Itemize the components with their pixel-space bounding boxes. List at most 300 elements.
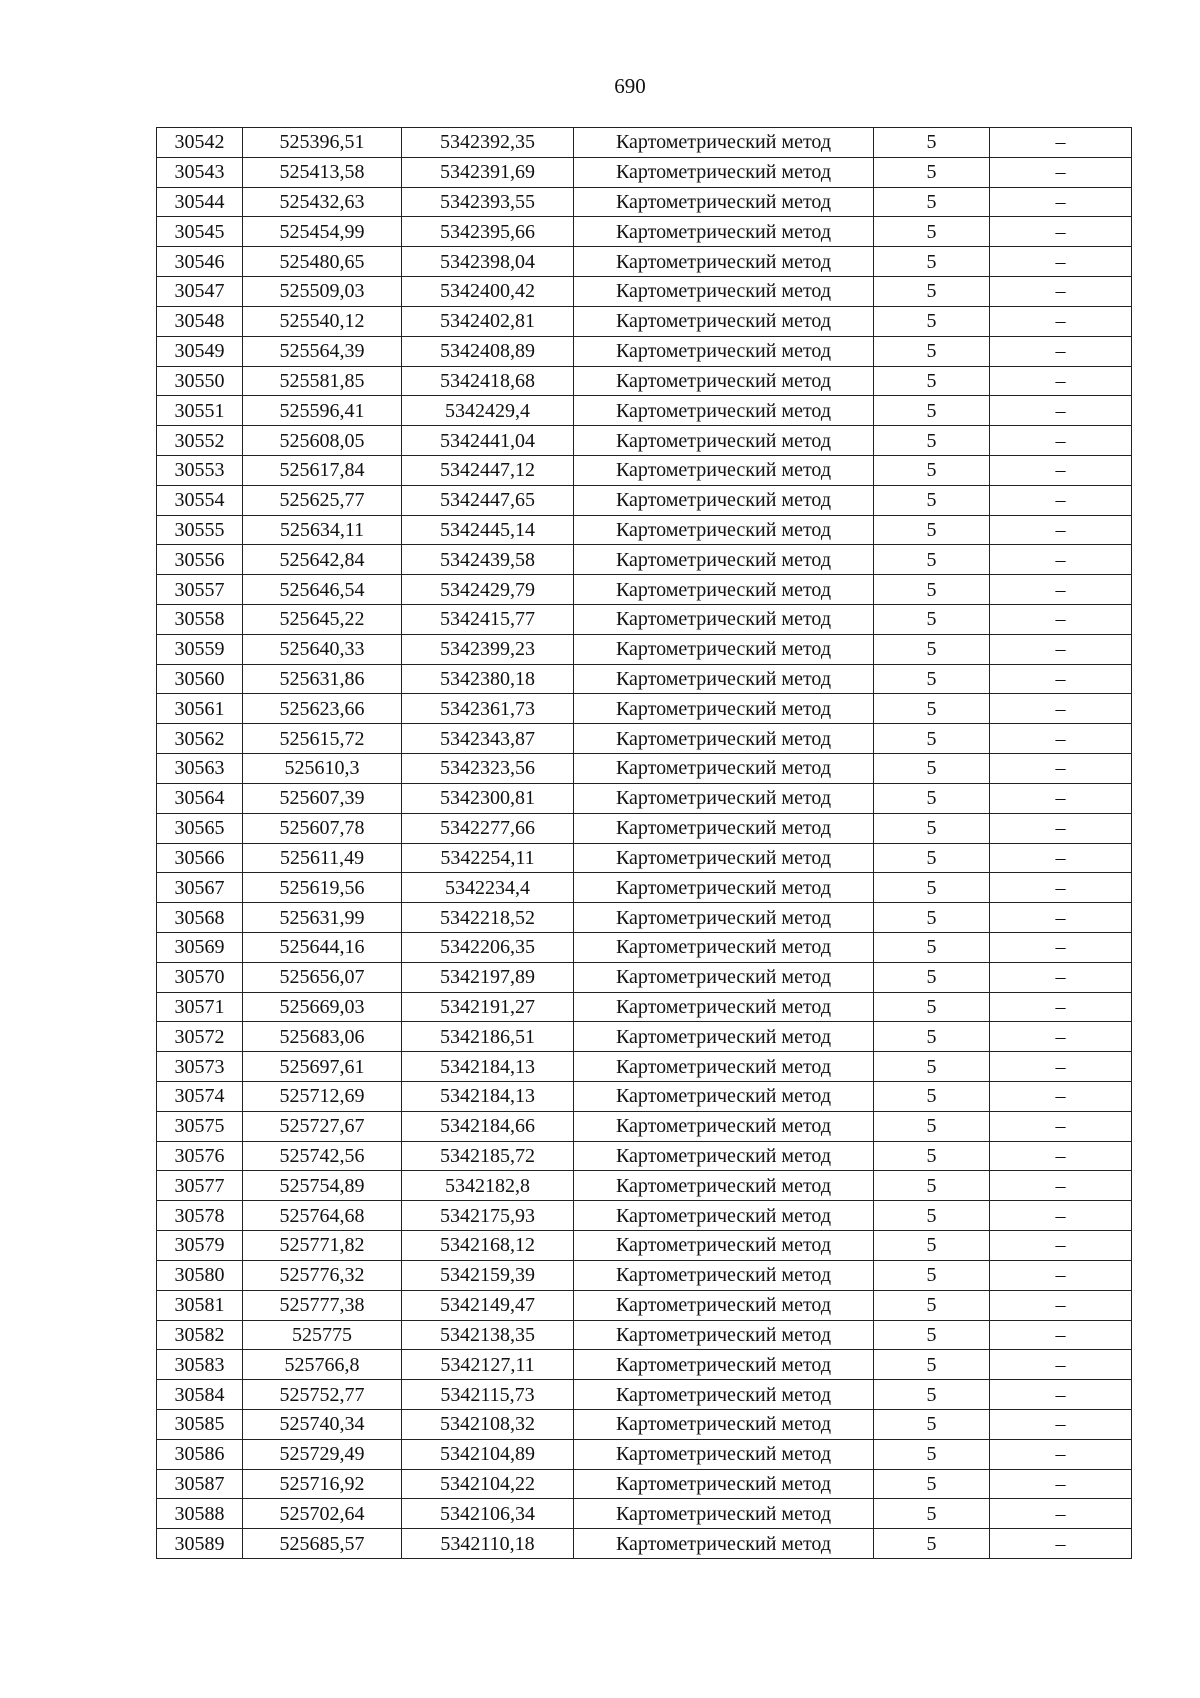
x-coordinate-cell: 525608,05 <box>243 426 402 456</box>
y-coordinate-cell: 5342447,65 <box>402 485 574 515</box>
table-row <box>157 1439 1132 1469</box>
method-cell: Картометрический метод <box>574 1499 874 1529</box>
note-cell: – <box>990 396 1132 426</box>
x-coordinate-cell: 525742,56 <box>243 1141 402 1171</box>
x-coordinate-cell: 525581,85 <box>243 366 402 396</box>
table-row <box>157 545 1132 575</box>
method-cell: Картометрический метод <box>574 664 874 694</box>
x-coordinate-cell: 525740,34 <box>243 1409 402 1439</box>
x-coordinate-cell: 525764,68 <box>243 1201 402 1231</box>
x-coordinate-cell: 525712,69 <box>243 1082 402 1112</box>
note-cell: – <box>990 1111 1132 1141</box>
y-coordinate-cell: 5342254,11 <box>402 843 574 873</box>
method-cell: Картометрический метод <box>574 694 874 724</box>
y-coordinate-cell: 5342418,68 <box>402 366 574 396</box>
table-row <box>157 217 1132 247</box>
method-cell: Картометрический метод <box>574 1469 874 1499</box>
point-number-cell: 30542 <box>157 128 243 158</box>
x-coordinate-cell: 525771,82 <box>243 1231 402 1261</box>
accuracy-cell: 5 <box>874 634 990 664</box>
note-cell: – <box>990 485 1132 515</box>
method-cell: Картометрический метод <box>574 783 874 813</box>
x-coordinate-cell: 525642,84 <box>243 545 402 575</box>
y-coordinate-cell: 5342175,93 <box>402 1201 574 1231</box>
coordinates-table <box>156 127 1132 1559</box>
accuracy-cell: 5 <box>874 426 990 456</box>
x-coordinate-cell: 525432,63 <box>243 187 402 217</box>
table-row <box>157 903 1132 933</box>
y-coordinate-cell: 5342206,35 <box>402 932 574 962</box>
accuracy-cell: 5 <box>874 1111 990 1141</box>
y-coordinate-cell: 5342138,35 <box>402 1320 574 1350</box>
table-row <box>157 187 1132 217</box>
note-cell: – <box>990 128 1132 158</box>
y-coordinate-cell: 5342149,47 <box>402 1290 574 1320</box>
table-row <box>157 306 1132 336</box>
y-coordinate-cell: 5342429,4 <box>402 396 574 426</box>
note-cell: – <box>990 545 1132 575</box>
accuracy-cell: 5 <box>874 187 990 217</box>
table-row <box>157 1111 1132 1141</box>
table-row <box>157 634 1132 664</box>
point-number-cell: 30557 <box>157 575 243 605</box>
method-cell: Картометрический метод <box>574 1231 874 1261</box>
x-coordinate-cell: 525669,03 <box>243 992 402 1022</box>
note-cell: – <box>990 932 1132 962</box>
method-cell: Картометрический метод <box>574 1350 874 1380</box>
accuracy-cell: 5 <box>874 1260 990 1290</box>
method-cell: Картометрический метод <box>574 157 874 187</box>
point-number-cell: 30571 <box>157 992 243 1022</box>
note-cell: – <box>990 1380 1132 1410</box>
y-coordinate-cell: 5342277,66 <box>402 813 574 843</box>
method-cell: Картометрический метод <box>574 1320 874 1350</box>
table-row <box>157 247 1132 277</box>
x-coordinate-cell: 525615,72 <box>243 724 402 754</box>
x-coordinate-cell: 525607,39 <box>243 783 402 813</box>
table-row <box>157 992 1132 1022</box>
y-coordinate-cell: 5342186,51 <box>402 1022 574 1052</box>
note-cell: – <box>990 455 1132 485</box>
note-cell: – <box>990 1320 1132 1350</box>
point-number-cell: 30577 <box>157 1171 243 1201</box>
table-row <box>157 1350 1132 1380</box>
y-coordinate-cell: 5342392,35 <box>402 128 574 158</box>
page-number: 690 <box>614 74 646 98</box>
table-row <box>157 1201 1132 1231</box>
y-coordinate-cell: 5342439,58 <box>402 545 574 575</box>
y-coordinate-cell: 5342234,4 <box>402 873 574 903</box>
method-cell: Картометрический метод <box>574 336 874 366</box>
table-row <box>157 813 1132 843</box>
method-cell: Картометрический метод <box>574 1201 874 1231</box>
method-cell: Картометрический метод <box>574 724 874 754</box>
point-number-cell: 30580 <box>157 1260 243 1290</box>
note-cell: – <box>990 187 1132 217</box>
method-cell: Картометрический метод <box>574 1409 874 1439</box>
accuracy-cell: 5 <box>874 1350 990 1380</box>
note-cell: – <box>990 1052 1132 1082</box>
point-number-cell: 30582 <box>157 1320 243 1350</box>
accuracy-cell: 5 <box>874 1469 990 1499</box>
point-number-cell: 30587 <box>157 1469 243 1499</box>
method-cell: Картометрический метод <box>574 485 874 515</box>
note-cell: – <box>990 783 1132 813</box>
note-cell: – <box>990 1499 1132 1529</box>
note-cell: – <box>990 754 1132 784</box>
point-number-cell: 30570 <box>157 962 243 992</box>
x-coordinate-cell: 525540,12 <box>243 306 402 336</box>
accuracy-cell: 5 <box>874 1439 990 1469</box>
note-cell: – <box>990 1409 1132 1439</box>
table-row <box>157 1052 1132 1082</box>
accuracy-cell: 5 <box>874 515 990 545</box>
method-cell: Картометрический метод <box>574 1380 874 1410</box>
y-coordinate-cell: 5342184,13 <box>402 1082 574 1112</box>
point-number-cell: 30559 <box>157 634 243 664</box>
x-coordinate-cell: 525645,22 <box>243 605 402 635</box>
y-coordinate-cell: 5342408,89 <box>402 336 574 366</box>
accuracy-cell: 5 <box>874 366 990 396</box>
accuracy-cell: 5 <box>874 813 990 843</box>
method-cell: Картометрический метод <box>574 1082 874 1112</box>
note-cell: – <box>990 217 1132 247</box>
point-number-cell: 30568 <box>157 903 243 933</box>
x-coordinate-cell: 525617,84 <box>243 455 402 485</box>
table-row <box>157 1141 1132 1171</box>
y-coordinate-cell: 5342104,89 <box>402 1439 574 1469</box>
x-coordinate-cell: 525607,78 <box>243 813 402 843</box>
accuracy-cell: 5 <box>874 1529 990 1559</box>
point-number-cell: 30555 <box>157 515 243 545</box>
note-cell: – <box>990 1439 1132 1469</box>
note-cell: – <box>990 157 1132 187</box>
x-coordinate-cell: 525766,8 <box>243 1350 402 1380</box>
point-number-cell: 30588 <box>157 1499 243 1529</box>
x-coordinate-cell: 525656,07 <box>243 962 402 992</box>
accuracy-cell: 5 <box>874 1499 990 1529</box>
point-number-cell: 30563 <box>157 754 243 784</box>
y-coordinate-cell: 5342429,79 <box>402 575 574 605</box>
y-coordinate-cell: 5342184,66 <box>402 1111 574 1141</box>
x-coordinate-cell: 525454,99 <box>243 217 402 247</box>
note-cell: – <box>990 1171 1132 1201</box>
table-row <box>157 873 1132 903</box>
y-coordinate-cell: 5342197,89 <box>402 962 574 992</box>
point-number-cell: 30550 <box>157 366 243 396</box>
y-coordinate-cell: 5342447,12 <box>402 455 574 485</box>
point-number-cell: 30581 <box>157 1290 243 1320</box>
y-coordinate-cell: 5342343,87 <box>402 724 574 754</box>
point-number-cell: 30585 <box>157 1409 243 1439</box>
x-coordinate-cell: 525631,99 <box>243 903 402 933</box>
method-cell: Картометрический метод <box>574 247 874 277</box>
point-number-cell: 30556 <box>157 545 243 575</box>
y-coordinate-cell: 5342398,04 <box>402 247 574 277</box>
x-coordinate-cell: 525777,38 <box>243 1290 402 1320</box>
accuracy-cell: 5 <box>874 783 990 813</box>
method-cell: Картометрический метод <box>574 1171 874 1201</box>
method-cell: Картометрический метод <box>574 1111 874 1141</box>
y-coordinate-cell: 5342415,77 <box>402 605 574 635</box>
accuracy-cell: 5 <box>874 306 990 336</box>
x-coordinate-cell: 525610,3 <box>243 754 402 784</box>
note-cell: – <box>990 1141 1132 1171</box>
y-coordinate-cell: 5342191,27 <box>402 992 574 1022</box>
accuracy-cell: 5 <box>874 1380 990 1410</box>
table-row <box>157 336 1132 366</box>
x-coordinate-cell: 525625,77 <box>243 485 402 515</box>
accuracy-cell: 5 <box>874 455 990 485</box>
method-cell: Картометрический метод <box>574 1141 874 1171</box>
point-number-cell: 30552 <box>157 426 243 456</box>
y-coordinate-cell: 5342218,52 <box>402 903 574 933</box>
y-coordinate-cell: 5342185,72 <box>402 1141 574 1171</box>
accuracy-cell: 5 <box>874 1320 990 1350</box>
point-number-cell: 30572 <box>157 1022 243 1052</box>
method-cell: Картометрический метод <box>574 426 874 456</box>
table-row <box>157 843 1132 873</box>
point-number-cell: 30560 <box>157 664 243 694</box>
table-row <box>157 754 1132 784</box>
note-cell: – <box>990 1260 1132 1290</box>
method-cell: Картометрический метод <box>574 128 874 158</box>
note-cell: – <box>990 426 1132 456</box>
y-coordinate-cell: 5342159,39 <box>402 1260 574 1290</box>
x-coordinate-cell: 525509,03 <box>243 277 402 307</box>
x-coordinate-cell: 525754,89 <box>243 1171 402 1201</box>
point-number-cell: 30576 <box>157 1141 243 1171</box>
note-cell: – <box>990 1469 1132 1499</box>
y-coordinate-cell: 5342445,14 <box>402 515 574 545</box>
accuracy-cell: 5 <box>874 1290 990 1320</box>
note-cell: – <box>990 1529 1132 1559</box>
table-row <box>157 1380 1132 1410</box>
method-cell: Картометрический метод <box>574 545 874 575</box>
note-cell: – <box>990 515 1132 545</box>
note-cell: – <box>990 843 1132 873</box>
y-coordinate-cell: 5342168,12 <box>402 1231 574 1261</box>
note-cell: – <box>990 634 1132 664</box>
note-cell: – <box>990 605 1132 635</box>
point-number-cell: 30549 <box>157 336 243 366</box>
x-coordinate-cell: 525596,41 <box>243 396 402 426</box>
table-row <box>157 515 1132 545</box>
method-cell: Картометрический метод <box>574 1022 874 1052</box>
point-number-cell: 30554 <box>157 485 243 515</box>
method-cell: Картометрический метод <box>574 992 874 1022</box>
point-number-cell: 30548 <box>157 306 243 336</box>
method-cell: Картометрический метод <box>574 217 874 247</box>
y-coordinate-cell: 5342104,22 <box>402 1469 574 1499</box>
accuracy-cell: 5 <box>874 157 990 187</box>
method-cell: Картометрический метод <box>574 366 874 396</box>
accuracy-cell: 5 <box>874 873 990 903</box>
note-cell: – <box>990 664 1132 694</box>
x-coordinate-cell: 525702,64 <box>243 1499 402 1529</box>
accuracy-cell: 5 <box>874 664 990 694</box>
y-coordinate-cell: 5342323,56 <box>402 754 574 784</box>
table-row <box>157 1171 1132 1201</box>
method-cell: Картометрический метод <box>574 1439 874 1469</box>
note-cell: – <box>990 336 1132 366</box>
accuracy-cell: 5 <box>874 1052 990 1082</box>
accuracy-cell: 5 <box>874 545 990 575</box>
accuracy-cell: 5 <box>874 605 990 635</box>
table-row <box>157 128 1132 158</box>
y-coordinate-cell: 5342182,8 <box>402 1171 574 1201</box>
x-coordinate-cell: 525716,92 <box>243 1469 402 1499</box>
table-row <box>157 455 1132 485</box>
accuracy-cell: 5 <box>874 217 990 247</box>
method-cell: Картометрический метод <box>574 962 874 992</box>
accuracy-cell: 5 <box>874 694 990 724</box>
x-coordinate-cell: 525480,65 <box>243 247 402 277</box>
point-number-cell: 30543 <box>157 157 243 187</box>
note-cell: – <box>990 962 1132 992</box>
note-cell: – <box>990 1082 1132 1112</box>
table-row <box>157 426 1132 456</box>
table-row <box>157 1260 1132 1290</box>
point-number-cell: 30589 <box>157 1529 243 1559</box>
accuracy-cell: 5 <box>874 843 990 873</box>
x-coordinate-cell: 525413,58 <box>243 157 402 187</box>
accuracy-cell: 5 <box>874 1201 990 1231</box>
point-number-cell: 30575 <box>157 1111 243 1141</box>
table-row <box>157 396 1132 426</box>
table-row <box>157 605 1132 635</box>
table-row <box>157 694 1132 724</box>
table-row <box>157 1409 1132 1439</box>
note-cell: – <box>990 903 1132 933</box>
x-coordinate-cell: 525623,66 <box>243 694 402 724</box>
method-cell: Картометрический метод <box>574 843 874 873</box>
point-number-cell: 30584 <box>157 1380 243 1410</box>
method-cell: Картометрический метод <box>574 1290 874 1320</box>
method-cell: Картометрический метод <box>574 754 874 784</box>
point-number-cell: 30558 <box>157 605 243 635</box>
note-cell: – <box>990 992 1132 1022</box>
note-cell: – <box>990 1231 1132 1261</box>
table-row <box>157 1082 1132 1112</box>
accuracy-cell: 5 <box>874 575 990 605</box>
x-coordinate-cell: 525685,57 <box>243 1529 402 1559</box>
point-number-cell: 30547 <box>157 277 243 307</box>
table-row <box>157 1469 1132 1499</box>
table-row <box>157 1320 1132 1350</box>
point-number-cell: 30579 <box>157 1231 243 1261</box>
accuracy-cell: 5 <box>874 1141 990 1171</box>
table-row <box>157 1231 1132 1261</box>
point-number-cell: 30546 <box>157 247 243 277</box>
x-coordinate-cell: 525776,32 <box>243 1260 402 1290</box>
x-coordinate-cell: 525644,16 <box>243 932 402 962</box>
x-coordinate-cell: 525564,39 <box>243 336 402 366</box>
x-coordinate-cell: 525775 <box>243 1320 402 1350</box>
table-row <box>157 1022 1132 1052</box>
y-coordinate-cell: 5342400,42 <box>402 277 574 307</box>
y-coordinate-cell: 5342184,13 <box>402 1052 574 1082</box>
y-coordinate-cell: 5342399,23 <box>402 634 574 664</box>
point-number-cell: 30569 <box>157 932 243 962</box>
table-row <box>157 932 1132 962</box>
table-row <box>157 485 1132 515</box>
accuracy-cell: 5 <box>874 903 990 933</box>
note-cell: – <box>990 1290 1132 1320</box>
x-coordinate-cell: 525752,77 <box>243 1380 402 1410</box>
table-row <box>157 783 1132 813</box>
accuracy-cell: 5 <box>874 1022 990 1052</box>
y-coordinate-cell: 5342393,55 <box>402 187 574 217</box>
point-number-cell: 30561 <box>157 694 243 724</box>
accuracy-cell: 5 <box>874 754 990 784</box>
method-cell: Картометрический метод <box>574 455 874 485</box>
note-cell: – <box>990 813 1132 843</box>
x-coordinate-cell: 525640,33 <box>243 634 402 664</box>
table-row <box>157 366 1132 396</box>
x-coordinate-cell: 525683,06 <box>243 1022 402 1052</box>
table-row <box>157 157 1132 187</box>
table-row <box>157 664 1132 694</box>
accuracy-cell: 5 <box>874 1409 990 1439</box>
method-cell: Картометрический метод <box>574 187 874 217</box>
y-coordinate-cell: 5342106,34 <box>402 1499 574 1529</box>
accuracy-cell: 5 <box>874 1171 990 1201</box>
coordinates-table-body <box>157 128 1132 1559</box>
method-cell: Картометрический метод <box>574 1052 874 1082</box>
y-coordinate-cell: 5342441,04 <box>402 426 574 456</box>
accuracy-cell: 5 <box>874 1082 990 1112</box>
point-number-cell: 30553 <box>157 455 243 485</box>
x-coordinate-cell: 525727,67 <box>243 1111 402 1141</box>
table-row <box>157 277 1132 307</box>
point-number-cell: 30564 <box>157 783 243 813</box>
accuracy-cell: 5 <box>874 1231 990 1261</box>
accuracy-cell: 5 <box>874 485 990 515</box>
y-coordinate-cell: 5342402,81 <box>402 306 574 336</box>
x-coordinate-cell: 525396,51 <box>243 128 402 158</box>
table-row <box>157 575 1132 605</box>
method-cell: Картометрический метод <box>574 515 874 545</box>
note-cell: – <box>990 277 1132 307</box>
method-cell: Картометрический метод <box>574 277 874 307</box>
note-cell: – <box>990 1201 1132 1231</box>
accuracy-cell: 5 <box>874 992 990 1022</box>
accuracy-cell: 5 <box>874 962 990 992</box>
method-cell: Картометрический метод <box>574 932 874 962</box>
method-cell: Картометрический метод <box>574 634 874 664</box>
method-cell: Картометрический метод <box>574 306 874 336</box>
note-cell: – <box>990 575 1132 605</box>
x-coordinate-cell: 525611,49 <box>243 843 402 873</box>
table-row <box>157 1290 1132 1320</box>
x-coordinate-cell: 525634,11 <box>243 515 402 545</box>
note-cell: – <box>990 247 1132 277</box>
note-cell: – <box>990 724 1132 754</box>
point-number-cell: 30565 <box>157 813 243 843</box>
x-coordinate-cell: 525697,61 <box>243 1052 402 1082</box>
note-cell: – <box>990 873 1132 903</box>
accuracy-cell: 5 <box>874 277 990 307</box>
table-row <box>157 962 1132 992</box>
method-cell: Картометрический метод <box>574 605 874 635</box>
table-row <box>157 1529 1132 1559</box>
point-number-cell: 30544 <box>157 187 243 217</box>
accuracy-cell: 5 <box>874 932 990 962</box>
method-cell: Картометрический метод <box>574 1529 874 1559</box>
y-coordinate-cell: 5342110,18 <box>402 1529 574 1559</box>
method-cell: Картометрический метод <box>574 575 874 605</box>
